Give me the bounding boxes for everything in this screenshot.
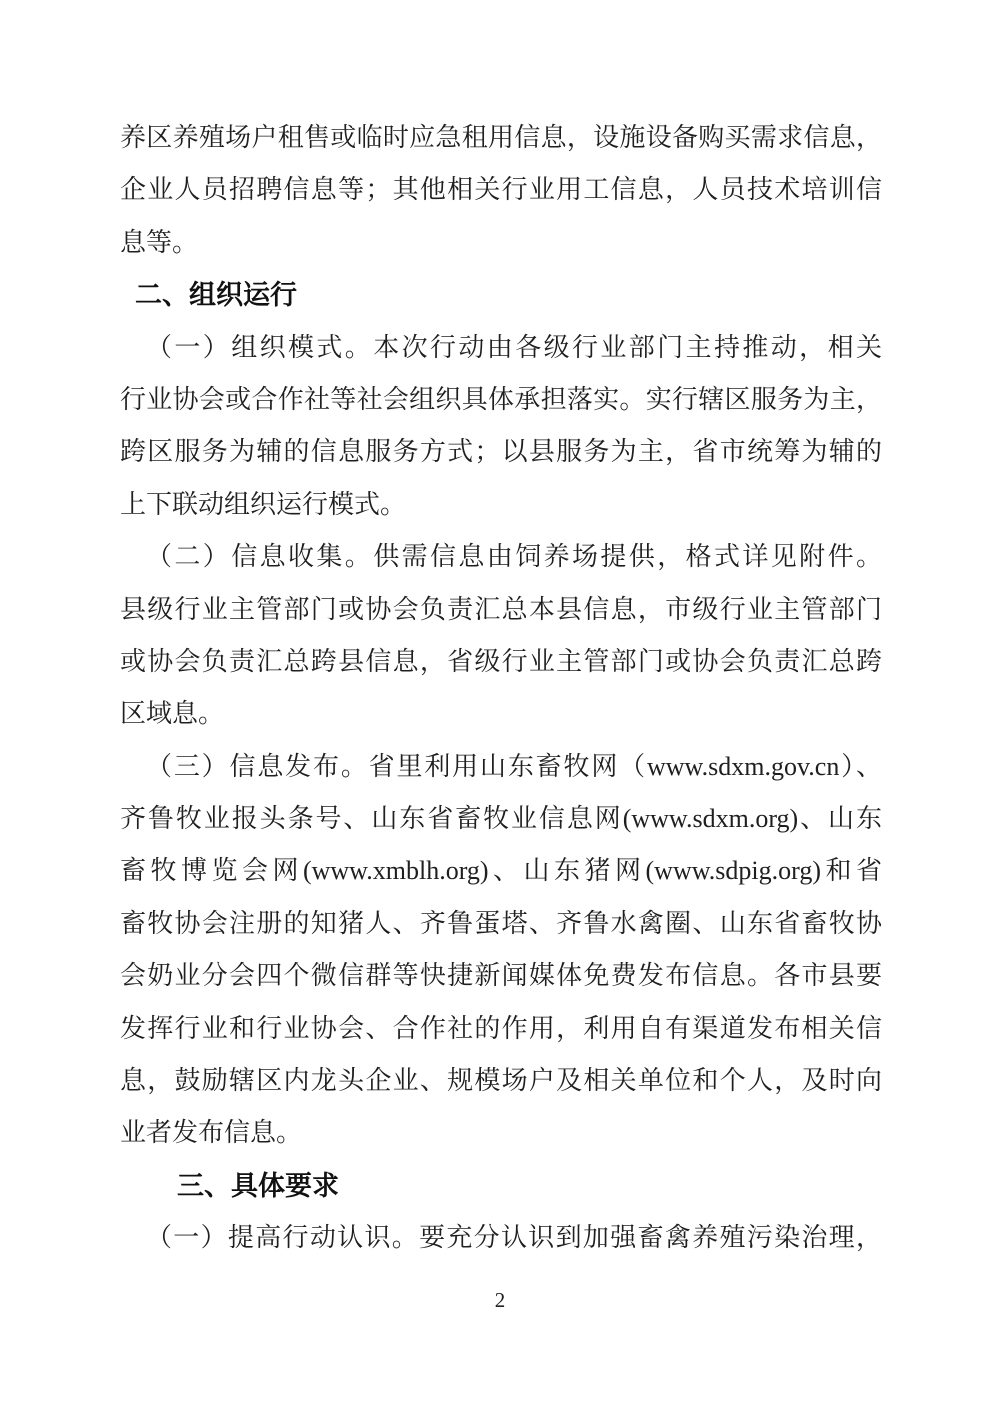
text-line: （一）组织模式。本次行动由各级行业部门主持推动，相关 xyxy=(146,332,882,362)
text-line: 会奶业分会四个微信群等快捷新闻媒体免费发布信息。各市县要 xyxy=(120,961,882,991)
text-line: 发挥行业和行业协会、合作社的作用，利用自有渠道发布相关信 xyxy=(120,1013,882,1043)
page-number: 2 xyxy=(494,1288,506,1312)
text-line: 区域息。 xyxy=(120,699,225,729)
text-line: 养区养殖场户租售或临时应急租用信息，设施设备购买需求信息， xyxy=(120,123,882,152)
text-line: 企业人员招聘信息等；其他相关行业用工信息，人员技术培训信 xyxy=(120,175,882,205)
text-line: （二）信息收集。供需信息由饲养场提供，格式详见附件。 xyxy=(146,542,882,572)
text-line: 息等。 xyxy=(120,227,199,257)
text-line: 业者发布信息。 xyxy=(120,1118,303,1148)
text-line: 或协会负责汇总跨县信息，省级行业主管部门或协会负责汇总跨 xyxy=(120,646,882,676)
text-line: （一）提高行动认识。要充分认识到加强畜禽养殖污染治理， xyxy=(146,1223,882,1253)
text-line: （三）信息发布。省里利用山东畜牧网（www.sdxm.gov.cn）、 xyxy=(146,751,882,781)
text-line: 行业协会或合作社等社会组织具体承担落实。实行辖区服务为主， xyxy=(120,384,882,414)
text-line: 上下联动组织运行模式。 xyxy=(120,489,407,519)
text-line: 跨区服务为辅的信息服务方式；以县服务为主，省市统筹为辅的 xyxy=(120,437,882,467)
text-line: 畜牧协会注册的知猪人、齐鲁蛋塔、齐鲁水禽圈、山东省畜牧协 xyxy=(120,908,882,938)
text-line: 县级行业主管部门或协会负责汇总本县信息，市级行业主管部门 xyxy=(120,594,882,624)
section-heading: 二、组织运行 xyxy=(135,280,297,311)
text-line: 息，鼓励辖区内龙头企业、规模场户及相关单位和个人，及时向 xyxy=(120,1066,882,1096)
text-line: 齐鲁牧业报头条号、山东省畜牧业信息网(www.sdxm.org)、山东 xyxy=(120,804,882,834)
document-text-block xyxy=(120,112,882,1265)
text-line: 畜牧博览会网(www.xmblh.org)、山东猪网(www.sdpig.org)和省 xyxy=(120,856,882,886)
section-heading: 三、具体要求 xyxy=(177,1170,339,1201)
